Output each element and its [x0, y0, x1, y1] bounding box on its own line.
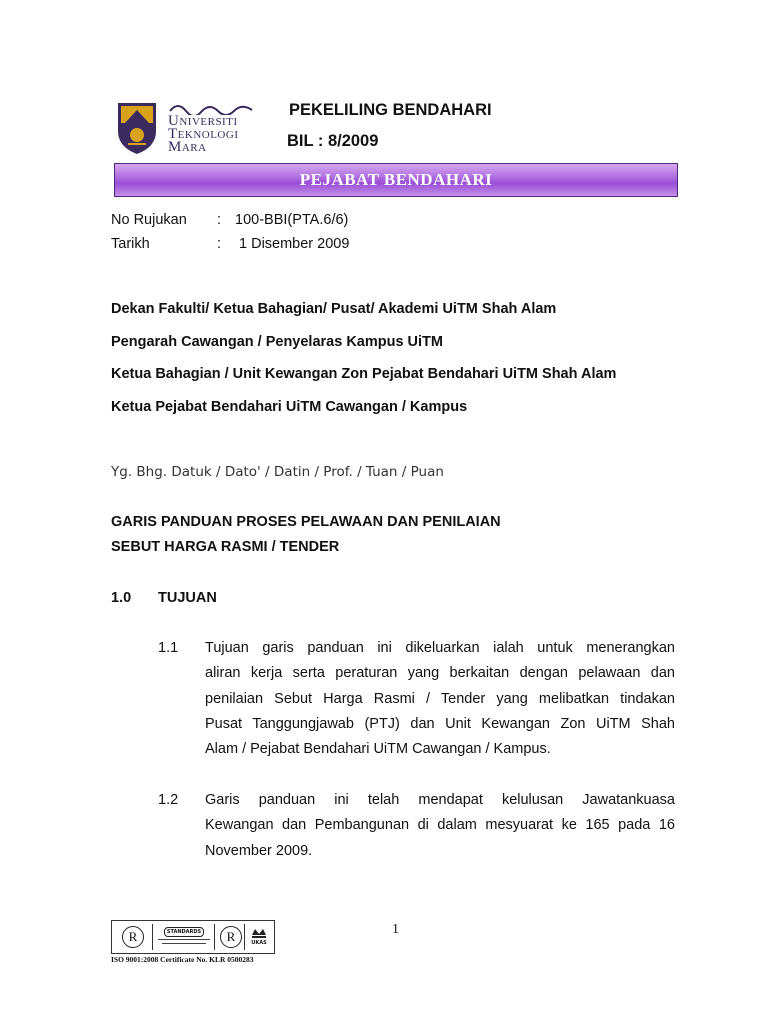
paragraph-line: Kewangan dan Pembangunan di dalam mesyuarat ke 165 pada 16 — [205, 817, 675, 834]
item-paragraph — [205, 636, 675, 762]
university-logo — [116, 101, 256, 155]
registered-mark-box — [218, 924, 242, 950]
item-number: 1.1 — [158, 640, 179, 656]
page-number: 1 — [392, 922, 399, 937]
subject-line: GARIS PANDUAN PROSES PELAWAAN DAN PENILAIAN — [111, 514, 501, 530]
university-crest-icon — [116, 101, 158, 155]
office-banner — [114, 163, 678, 197]
university-line-1: Universiti — [168, 113, 238, 129]
standards-logo-label: STANDARDS — [164, 927, 204, 937]
section-number: 1.0 — [111, 590, 132, 606]
standards-logo — [156, 925, 212, 949]
recipient-line: Ketua Pejabat Bendahari UiTM Cawangan / Kampus — [111, 399, 468, 415]
certification-logos — [111, 920, 275, 954]
iso-certificate: ISO 9001:2008 Certificate No. KLR 0500283 — [111, 955, 254, 964]
recipient-line: Ketua Bahagian / Unit Kewangan Zon Pejabat Bendahari UiTM Shah Alam — [111, 366, 617, 382]
subject-line: SEBUT HARGA RASMI / TENDER — [111, 539, 340, 555]
date-separator: : — [217, 236, 222, 252]
item-paragraph — [205, 788, 675, 864]
circular-title: PEKELILING BENDAHARI — [289, 101, 492, 119]
salutation: Yg. Bhg. Datuk / Dato' / Datin / Prof. / Tuan / Puan — [111, 464, 444, 480]
university-line-3: Mara — [168, 139, 207, 155]
paragraph-line: Garis panduan ini telah mendapat kelulusan Jawatankuasa — [205, 792, 675, 808]
date-value: 1 Disember 2009 — [239, 236, 350, 252]
registered-mark-box — [116, 924, 153, 950]
ukas-label: UKAS — [251, 940, 267, 946]
section-title: TUJUAN — [158, 590, 217, 606]
registered-icon: R — [220, 926, 242, 948]
reference-label: No Rujukan — [111, 212, 187, 228]
paragraph-line: penilaian Sebut Harga Rasmi / Tender yang melibatkan tindakan — [205, 690, 675, 707]
item-number: 1.2 — [158, 792, 179, 808]
paragraph-line: Pusat Tanggungjawab (PTJ) dan Unit Kewangan Zon UiTM Shah — [205, 715, 675, 732]
paragraph-line: Tujuan garis panduan ini dikeluarkan ialah untuk menerangkan — [205, 640, 675, 656]
university-line-2: Teknologi — [168, 126, 239, 142]
reference-value: 100-BBI(PTA.6/6) — [235, 212, 349, 228]
registered-icon: R — [122, 926, 144, 948]
office-banner-label: PEJABAT BENDAHARI — [299, 170, 493, 189]
recipient-line: Pengarah Cawangan / Penyelaras Kampus UiTM — [111, 334, 443, 350]
university-name — [168, 115, 238, 154]
paragraph-line: November 2009. — [205, 842, 313, 859]
reference-separator: : — [217, 212, 222, 228]
paragraph-line: aliran kerja serta peraturan yang berkaitan dengan pelawaan dan — [205, 665, 675, 682]
paragraph-line: Alam / Pejabat Bendahari UiTM Cawangan / Kampus. — [205, 741, 551, 758]
recipient-line: Dekan Fakulti/ Ketua Bahagian/ Pusat/ Akademi UiTM Shah Alam — [111, 301, 557, 317]
circular-number: BIL : 8/2009 — [287, 132, 379, 150]
date-label: Tarikh — [111, 236, 150, 252]
ukas-logo — [248, 925, 270, 949]
